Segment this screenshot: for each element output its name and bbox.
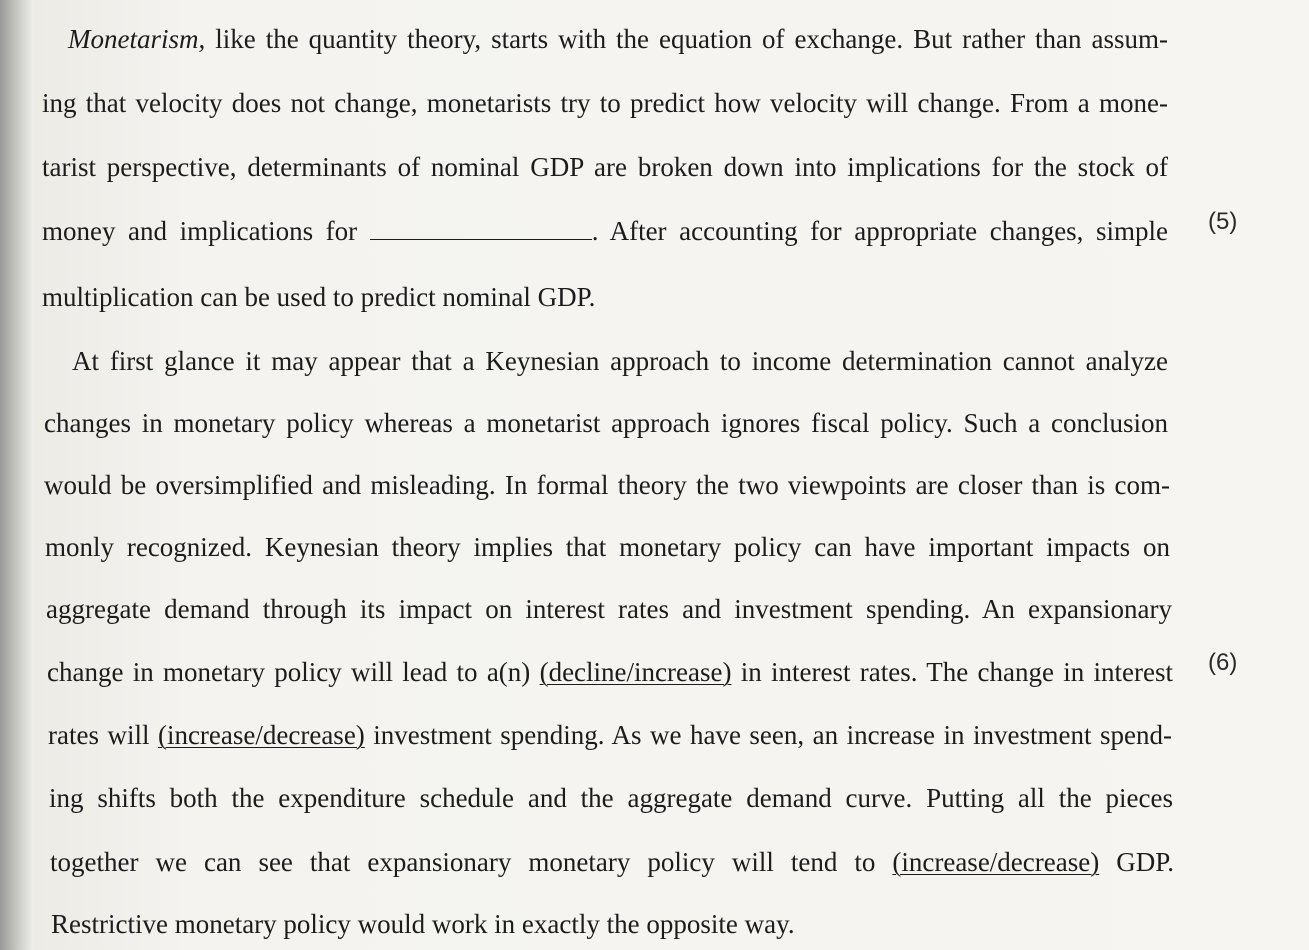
paragraph1-line3: tarist perspective, determinants of nominal GDP are broken down into implications for the stock of [42, 152, 1168, 182]
answer-blank-5[interactable] [370, 219, 592, 240]
paragraph1-line5: multiplication can be used to predict nominal GDP. [42, 282, 596, 312]
paragraph2-line9-before: together we can see that expansionary monetary policy will tend to [50, 847, 893, 877]
paragraph1-line1 [68, 22, 1168, 56]
paragraph2-line9 [50, 845, 1174, 879]
term-monetarism: Monetarism, [68, 24, 206, 54]
paragraph2-line7 [48, 718, 1172, 752]
question-number-5: (5) [1208, 208, 1238, 235]
paragraph1-line1-text: like the quantity theory, starts with the equation of exchange. But rather than assum- [205, 24, 1168, 54]
choice-decline-increase[interactable]: (decline/increase) [539, 657, 732, 687]
paragraph2-line7-after: investment spending. As we have seen, an increase in investment spend- [364, 720, 1172, 750]
paragraph2-line8: ing shifts both the expenditure schedule and the aggregate demand curve. Putting all the pieces [49, 783, 1173, 813]
paragraph2-line3: would be oversimplified and misleading. In formal theory the two viewpoints are closer than is com- [44, 470, 1170, 500]
paragraph2-line5: aggregate demand through its impact on interest rates and investment spending. An expansionary [46, 594, 1172, 624]
paragraph2-line1: At first glance it may appear that a Keynesian approach to income determination cannot analyze [72, 346, 1168, 376]
paragraph1-line4-before: money and implications for [42, 216, 370, 246]
paragraph2-line9-after: GDP. [1099, 847, 1174, 877]
paragraph2-line10: Restrictive monetary policy would work in exactly the opposite way. [51, 909, 795, 939]
paragraph1-line2: ing that velocity does not change, monetarists try to predict how velocity will change. From a mone- [42, 88, 1168, 118]
paragraph2-line6 [47, 655, 1173, 689]
paragraph1-line4 [42, 214, 1168, 248]
paragraph2-line7-before: rates will [48, 720, 158, 750]
choice-increase-decrease-gdp[interactable]: (increase/decrease) [892, 847, 1100, 877]
paragraph1-line4-after: . After accounting for appropriate changes, simple [591, 216, 1169, 246]
book-gutter-shadow [0, 0, 34, 950]
paragraph2-line6-after: in interest rates. The change in interest [731, 657, 1174, 687]
question-number-6: (6) [1208, 649, 1238, 676]
paragraph2-line6-before: change in monetary policy will lead to a(n) [47, 657, 540, 687]
paragraph2-line4: monly recognized. Keynesian theory implies that monetary policy can have important impacts on [45, 532, 1170, 562]
paragraph2-line2: changes in monetary policy whereas a monetarist approach ignores fiscal policy. Such a conclusion [44, 408, 1168, 438]
choice-increase-decrease-investment[interactable]: (increase/decrease) [157, 720, 365, 750]
